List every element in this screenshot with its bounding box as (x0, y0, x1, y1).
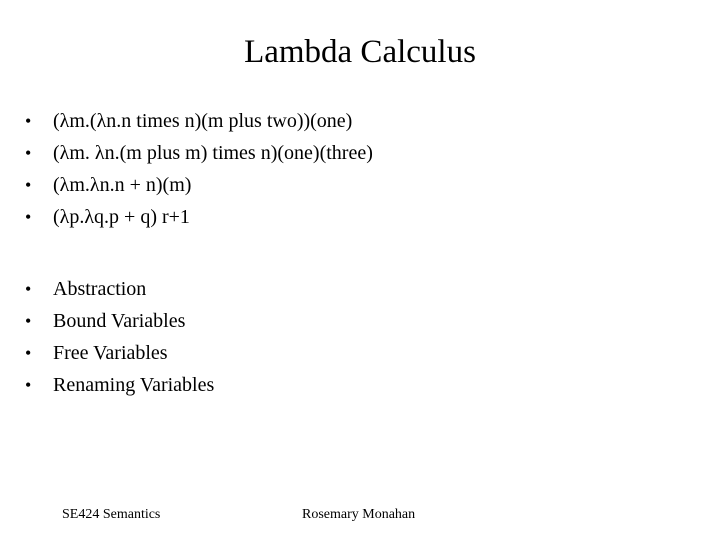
bullet-icon: • (25, 175, 32, 195)
topic-text: Abstraction (53, 278, 147, 300)
bullet-icon: • (25, 279, 32, 299)
footer-author: Rosemary Monahan (302, 507, 416, 522)
bullet-icon: • (25, 111, 32, 131)
list-item (25, 105, 373, 137)
topic-text: Renaming Variables (53, 374, 215, 396)
list-item (25, 137, 373, 169)
bullet-icon: • (25, 207, 32, 227)
bullet-icon: • (25, 143, 32, 163)
expression-text: (λp.λq.p + q) r+1 (53, 206, 190, 228)
topic-text: Free Variables (53, 342, 168, 364)
bullet-icon: • (25, 343, 32, 363)
expression-list (25, 105, 373, 233)
bullet-icon: • (25, 311, 32, 331)
list-item (25, 337, 214, 369)
slide-title: Lambda Calculus (244, 34, 476, 70)
list-item (25, 305, 214, 337)
bullet-icon: • (25, 375, 32, 395)
list-item (25, 169, 373, 201)
expression-text: (λm.λn.n + n)(m) (53, 174, 192, 196)
footer-course: SE424 Semantics (62, 507, 161, 522)
list-item (25, 273, 214, 305)
topic-text: Bound Variables (53, 310, 186, 332)
expression-text: (λm.(λn.n times n)(m plus two))(one) (53, 110, 353, 132)
topic-list (25, 273, 214, 401)
expression-text: (λm. λn.(m plus m) times n)(one)(three) (53, 142, 373, 164)
list-item (25, 369, 214, 401)
list-item (25, 201, 373, 233)
